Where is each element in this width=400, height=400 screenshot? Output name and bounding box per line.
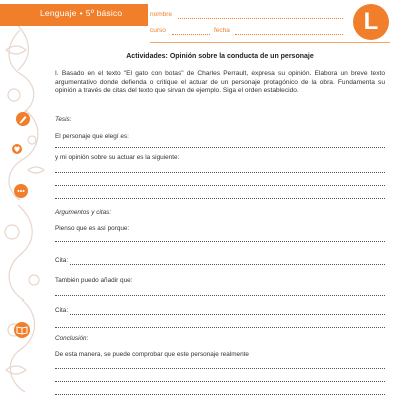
thesis-heading: Tesis: (55, 116, 72, 123)
arguments-prompt-2: También puedo añadir que: (55, 277, 133, 284)
thesis-prompt-1: El personaje que elegí es: (55, 133, 129, 140)
chat-icon (14, 184, 28, 198)
thesis-prompt-2: y mi opinión sobre su actuar es la siguiente: (55, 154, 180, 161)
answer-line[interactable] (55, 327, 385, 328)
course-date-row (150, 27, 345, 39)
name-field[interactable] (178, 18, 343, 19)
date-label: fecha (214, 27, 230, 34)
answer-line[interactable] (55, 381, 385, 382)
answer-line[interactable] (55, 368, 385, 369)
heart-icon (12, 144, 22, 154)
date-field[interactable] (235, 34, 343, 35)
name-label: nombre (150, 11, 173, 18)
arguments-heading: Argumentos y citas: (55, 209, 112, 216)
subject-label: Lenguaje (40, 8, 77, 18)
worksheet-title: Actividades: Opinión sobre la conducta de un personaje (126, 53, 314, 60)
name-row (150, 11, 345, 23)
answer-line[interactable] (55, 185, 385, 186)
book-icon (14, 322, 30, 338)
cite-label-2: Cita: (55, 307, 69, 314)
conclusion-prompt: De esta manera, se puede comprobar que este personaje realmente (55, 351, 249, 358)
answer-line[interactable] (55, 241, 385, 242)
grade-label: 5º básico (85, 8, 123, 18)
instructions-text: I. Basado en el texto "El gato con botas" de Charles Perrault, expresa su opinión. Elabora un breve texto argumentativo donde defienda o critique el actuar de un personaje protagónico de la obra. Fundamenta su opinión a través de citas del texto que sirvan de ejemplo. Siga el orden establecido. (55, 70, 385, 95)
course-label: curso (150, 27, 166, 34)
cite-label-1: Cita: (55, 257, 69, 264)
answer-line[interactable] (55, 172, 385, 173)
pencil-icon (16, 112, 30, 126)
swirl-decoration (0, 0, 50, 400)
answer-line[interactable] (70, 314, 385, 315)
subject-header-text: Lenguaje • 5º básico (40, 8, 123, 18)
student-info-form (150, 5, 345, 41)
answer-line[interactable] (55, 295, 385, 296)
conclusion-heading: Conclusión: (55, 335, 89, 342)
decorative-sidebar (0, 0, 50, 400)
subject-badge: L (353, 4, 389, 40)
answer-line[interactable] (55, 394, 385, 395)
answer-line[interactable] (55, 147, 385, 148)
header-divider (150, 42, 390, 43)
answer-line[interactable] (70, 264, 385, 265)
arguments-prompt-1: Pienso que es así porque: (55, 225, 130, 232)
course-field[interactable] (172, 34, 210, 35)
answer-line[interactable] (55, 198, 385, 199)
